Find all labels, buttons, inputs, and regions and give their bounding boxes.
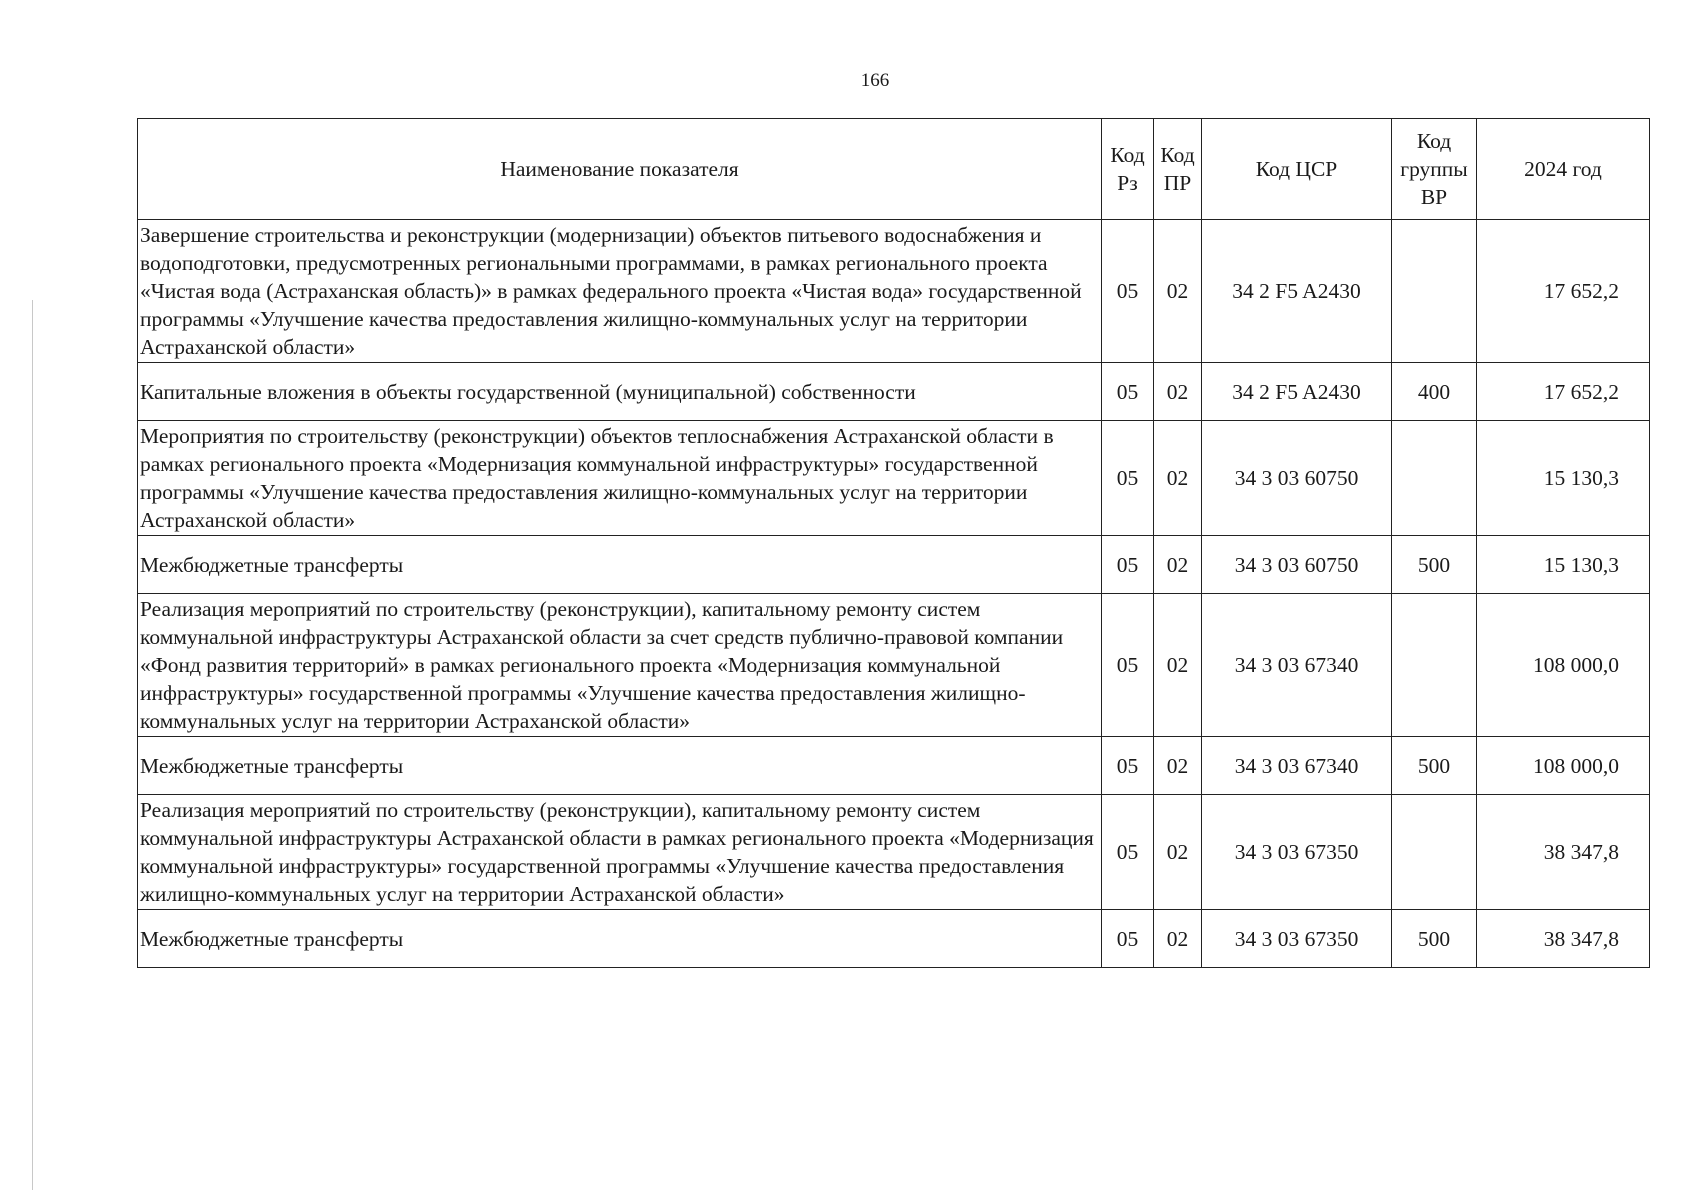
row-amount: 17 652,2 <box>1477 220 1650 363</box>
row-pr: 02 <box>1154 737 1202 795</box>
row-pr: 02 <box>1154 536 1202 594</box>
row-vr: 500 <box>1392 536 1477 594</box>
row-vr <box>1392 594 1477 737</box>
row-rz: 05 <box>1102 737 1154 795</box>
row-pr: 02 <box>1154 910 1202 968</box>
table-row <box>138 363 1650 421</box>
header-name: Наименование показателя <box>138 119 1102 220</box>
row-pr: 02 <box>1154 421 1202 536</box>
row-rz: 05 <box>1102 421 1154 536</box>
header-rz: Код Рз <box>1102 119 1154 220</box>
row-name: Реализация мероприятий по строительству (реконструкции), капитальному ремонту систем коммунальной инфраструктуры Астраханской области за счет средств публично-правовой компании «Фонд развития территорий» в рамках регионального проекта «Модернизация коммунальной инфраструктуры» государственной программы «Улучшение качества предоставления жилищно-коммунальных услуг на территории Астраханской области» <box>138 594 1102 737</box>
row-csr: 34 3 03 60750 <box>1202 421 1392 536</box>
row-rz: 05 <box>1102 363 1154 421</box>
row-pr: 02 <box>1154 795 1202 910</box>
row-name: Межбюджетные трансферты <box>138 737 1102 795</box>
row-amount: 38 347,8 <box>1477 910 1650 968</box>
table-header-row <box>138 119 1650 220</box>
table-row <box>138 536 1650 594</box>
row-name: Мероприятия по строительству (реконструкции) объектов теплоснабжения Астраханской области в рамках регионального проекта «Модернизация коммунальной инфраструктуры» государственной программы «Улучшение качества предоставления жилищно-коммунальных услуг на территории Астраханской области» <box>138 421 1102 536</box>
row-csr: 34 3 03 60750 <box>1202 536 1392 594</box>
table-row <box>138 737 1650 795</box>
row-rz: 05 <box>1102 220 1154 363</box>
row-pr: 02 <box>1154 594 1202 737</box>
header-vr: Код группы ВР <box>1392 119 1477 220</box>
row-rz: 05 <box>1102 910 1154 968</box>
row-amount: 108 000,0 <box>1477 594 1650 737</box>
row-csr: 34 2 F5 A2430 <box>1202 363 1392 421</box>
header-csr: Код ЦСР <box>1202 119 1392 220</box>
header-year: 2024 год <box>1477 119 1650 220</box>
row-amount: 17 652,2 <box>1477 363 1650 421</box>
row-name: Капитальные вложения в объекты государственной (муниципальной) собственности <box>138 363 1102 421</box>
row-csr: 34 2 F5 A2430 <box>1202 220 1392 363</box>
page-number: 166 <box>860 70 890 91</box>
row-csr: 34 3 03 67340 <box>1202 737 1392 795</box>
row-name: Завершение строительства и реконструкции (модернизации) объектов питьевого водоснабжения и водоподготовки, предусмотренных региональными программами, в рамках регионального проекта «Чистая вода (Астраханская область)» в рамках федерального проекта «Чистая вода» государственной программы «Улучшение качества предоставления жилищно-коммунальных услуг на территории Астраханской области» <box>138 220 1102 363</box>
table-row <box>138 795 1650 910</box>
row-pr: 02 <box>1154 220 1202 363</box>
row-amount: 15 130,3 <box>1477 421 1650 536</box>
scan-margin-line <box>32 300 33 1190</box>
header-pr: Код ПР <box>1154 119 1202 220</box>
row-pr: 02 <box>1154 363 1202 421</box>
table-row <box>138 421 1650 536</box>
row-csr: 34 3 03 67350 <box>1202 910 1392 968</box>
row-name: Реализация мероприятий по строительству (реконструкции), капитальному ремонту систем коммунальной инфраструктуры Астраханской области в рамках регионального проекта «Модернизация коммунальной инфраструктуры» государственной программы «Улучшение качества предоставления жилищно-коммунальных услуг на территории Астраханской области» <box>138 795 1102 910</box>
row-amount: 108 000,0 <box>1477 737 1650 795</box>
row-vr: 400 <box>1392 363 1477 421</box>
budget-table <box>137 118 1650 968</box>
row-vr: 500 <box>1392 910 1477 968</box>
row-rz: 05 <box>1102 795 1154 910</box>
row-csr: 34 3 03 67340 <box>1202 594 1392 737</box>
row-vr <box>1392 795 1477 910</box>
row-vr <box>1392 421 1477 536</box>
row-rz: 05 <box>1102 536 1154 594</box>
row-vr: 500 <box>1392 737 1477 795</box>
table-row <box>138 910 1650 968</box>
row-amount: 38 347,8 <box>1477 795 1650 910</box>
row-name: Межбюджетные трансферты <box>138 536 1102 594</box>
row-csr: 34 3 03 67350 <box>1202 795 1392 910</box>
row-name: Межбюджетные трансферты <box>138 910 1102 968</box>
row-amount: 15 130,3 <box>1477 536 1650 594</box>
row-rz: 05 <box>1102 594 1154 737</box>
table-row <box>138 594 1650 737</box>
table-row <box>138 220 1650 363</box>
row-vr <box>1392 220 1477 363</box>
